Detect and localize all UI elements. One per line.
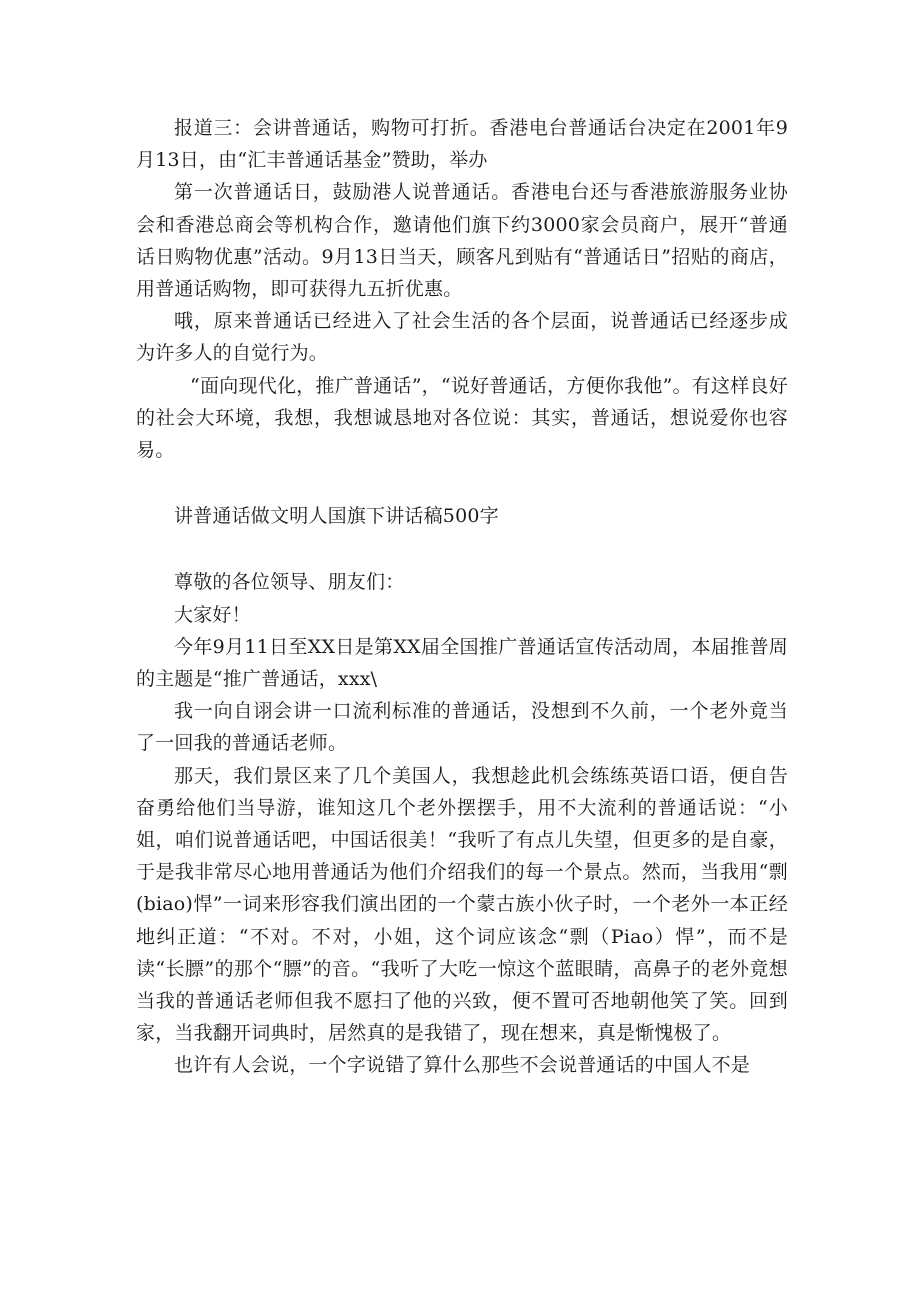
paragraph-social-life: 哦，原来普通话已经进入了社会生活的各个层面，说普通话已经逐步成为许多人的自觉行为。 <box>136 310 788 365</box>
document-body <box>136 112 788 1082</box>
paragraph-slogans: “面向现代化，推广普通话”，“说好普通话，方便你我他”。有这样良好的社会大环境，我想，我想诚恳地对各位说：其实，普通话，想说爱你也容易。 <box>136 374 788 462</box>
speech-theme-paragraph: 今年9月11日至XX日是第XX届全国推广普通话宣传活动周，本届推普周的主题是“推广普通话，xxx\ <box>136 635 788 691</box>
speech-salutation: 尊敬的各位领导、朋友们： <box>174 571 405 594</box>
speech-story-paragraph: 那天，我们景区来了几个美国人，我想趁此机会练练英语口语，便自告奋勇给他们当导游，谁知这几个老外摆摆手，用不大流利的普通话说：“小姐，咱们说普通话吧，中国话很美！“我听了有点儿失望，但更多的是自豪，于是我非常尽心地用普通话为他们介绍我们的每一个景点。然而，当我用“剽(biao)悍”一词来形容我们演出团的一个蒙古族小伙子时，一个老外一本正经地纠正道：“不对。不对，小姐，这个词应该念“剽（Piao）悍”，而不是读“长膘”的那个“膘”的音。“我听了大吃一惊这个蓝眼睛，高鼻子的老外竟想当我的普通话老师但我不愿扫了他的兴致，便不置可否地朝他笑了笑。回到家，当我翻开词典时，居然真的是我错了，现在想来，真是惭愧极了。 <box>136 764 788 1045</box>
paragraph-putonghua-day: 第一次普通话日，鼓励港人说普通话。香港电台还与香港旅游服务业协会和香港总商会等机构合作，邀请他们旗下约3000家会员商户，展开“普通话日购物优惠”活动。9月13日当天，顾客凡到贴有“普通话日”招贴的商店，用普通话购物，即可获得九五折优惠。 <box>136 181 788 301</box>
speech-greeting: 大家好！ <box>174 603 251 626</box>
section-title: 讲普通话做文明人国旗下讲话稿500字 <box>174 505 499 528</box>
speech-closing-paragraph: 也许有人会说，一个字说错了算什么那些不会说普通话的中国人不是 <box>174 1054 751 1077</box>
paragraph-report-three: 报道三：会讲普通话，购物可打折。香港电台普通话台决定在2001年9月13日，由“汇丰普通话基金”赞助，举办 <box>136 117 788 172</box>
speech-self-paragraph: 我一向自诩会讲一口流利标准的普通话，没想到不久前，一个老外竟当了一回我的普通话老师。 <box>136 700 788 755</box>
